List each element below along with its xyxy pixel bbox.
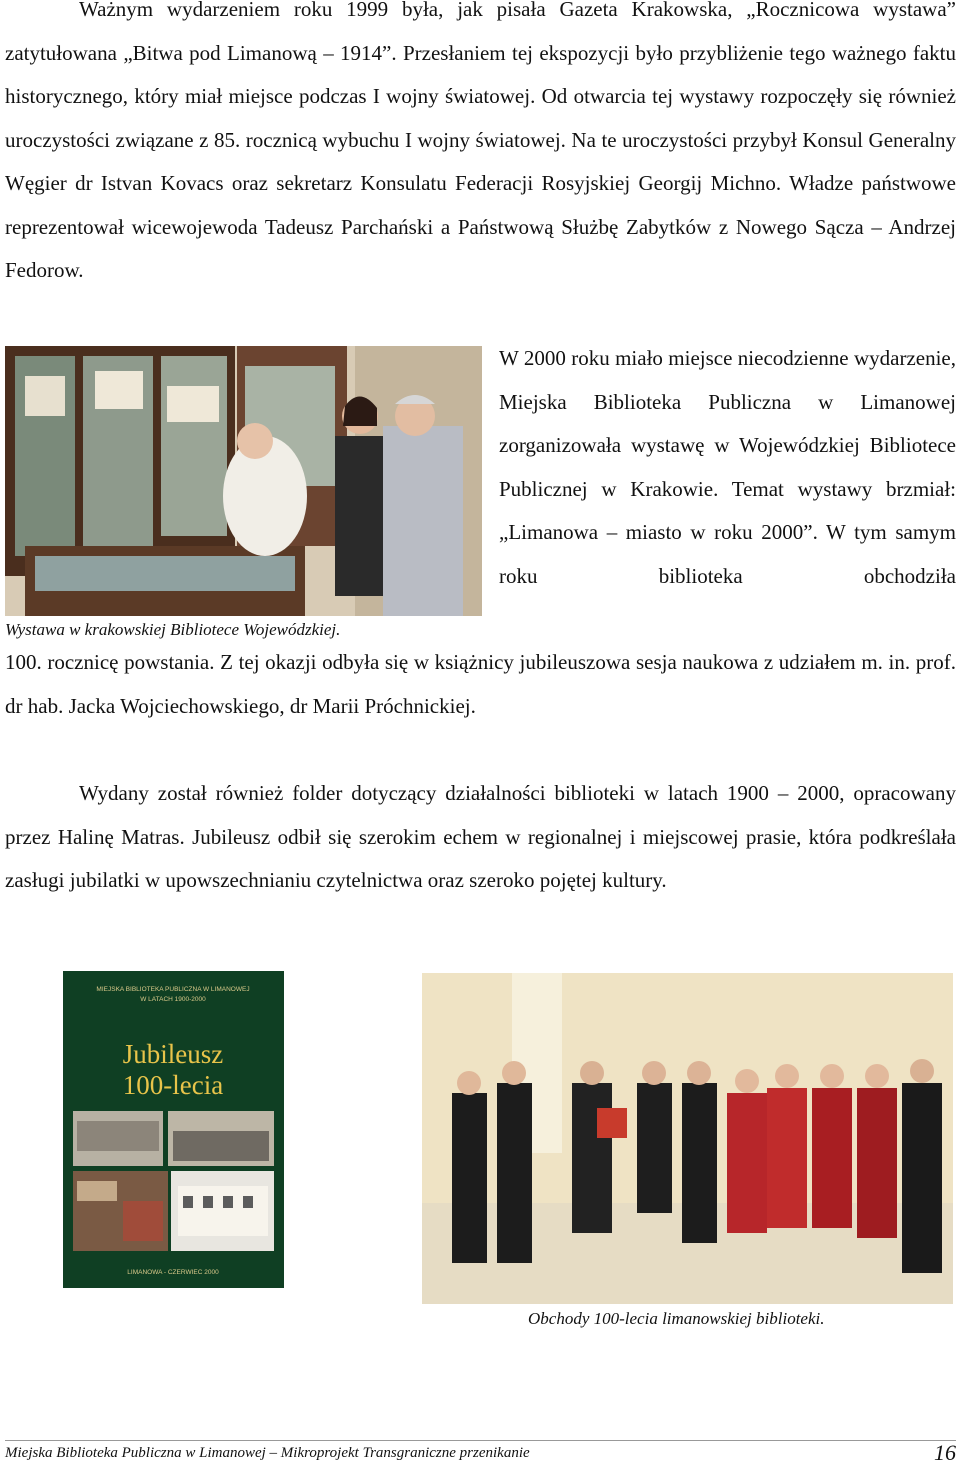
booklet-cover [63,971,284,1288]
booklet-title-2: 100-lecia [122,1070,224,1100]
footer-text: Miejska Biblioteka Publiczna w Limanowej – Mikroprojekt Transgraniczne przenikanie [5,1445,530,1461]
exhibition-photo [5,346,482,616]
exhibition-photo-image [5,346,482,616]
booklet-cover-image [63,971,284,1288]
paragraph-2000-wrap: W 2000 roku miało miejsce niecodzienne wydarzenie, Miejska Biblioteka Publiczna w Limanowej zorganizowała wystawę w Wojewódzkiej Bibliotece Publicznej w Krakowie. Temat wystawy brzmiał: „Limanowa – miasto w roku 2000”. W tym samym roku biblioteka obchodziła [499,346,956,588]
celebration-photo [422,973,953,1304]
celebration-photo-image [422,973,953,1304]
booklet-title-1: Jubileusz [122,1039,224,1069]
page-number: 16 [934,1440,956,1465]
paragraph-folder: Wydany został również folder dotyczący działalności biblioteki w latach 1900 – 2000, opracowany przez Halinę Matras. Jubileusz odbił się szerokim echem w regionalnej i miejscowej prasie, która podkreślała zasługi jubilatki w upowszechnianiu czytelnictwa oraz szeroko pojętej kultury. [5,781,956,892]
paragraph-exhibition-1999: Ważnym wydarzeniem roku 1999 była, jak pisała Gazeta Krakowska, „Rocznicowa wystawa” zatytułowana „Bitwa pod Limanową – 1914”. Przesłaniem tej ekspozycji było przybliżenie tego ważnego faktu historycznego, który miał miejsce podczas I wojny światowej. Od otwarcia tej wystawy rozpoczęły się również uroczystości związane z 85. rocznicą wybuchu I wojny światowej. Na te uroczystości przybył Konsul Generalny Węgier dr Istvan Kovacs oraz sekretarz Konsulatu Federacji Rosyjskiej Georgij Michno. Władze państwowe reprezentował wicewojewoda Tadeusz Parchański a Państwową Służbę Zabytków z Nowego Sącza – Andrzej Fedorow. [5,0,956,282]
booklet-bottom-text: LIMANOWA - CZERWIEC 2000 [127,1269,219,1276]
caption-celebration: Obchody 100-lecia limanowskiej biblioteki. [528,1309,825,1328]
booklet-top-text-2: W LATACH 1900-2000 [140,996,206,1003]
booklet-top-text-1: MIEJSKA BIBLIOTEKA PUBLICZNA W LIMANOWEJ [96,986,250,993]
paragraph-2000-continued: 100. rocznicę powstania. Z tej okazji odbyła się w książnicy jubileuszowa sesja naukowa z udziałem m. in. prof. dr hab. Jacka Wojciechowskiego, dr Marii Próchnickiej. [5,650,956,718]
footer-divider [5,1440,956,1441]
caption-exhibition: Wystawa w krakowskiej Bibliotece Wojewódzkiej. [5,620,341,639]
